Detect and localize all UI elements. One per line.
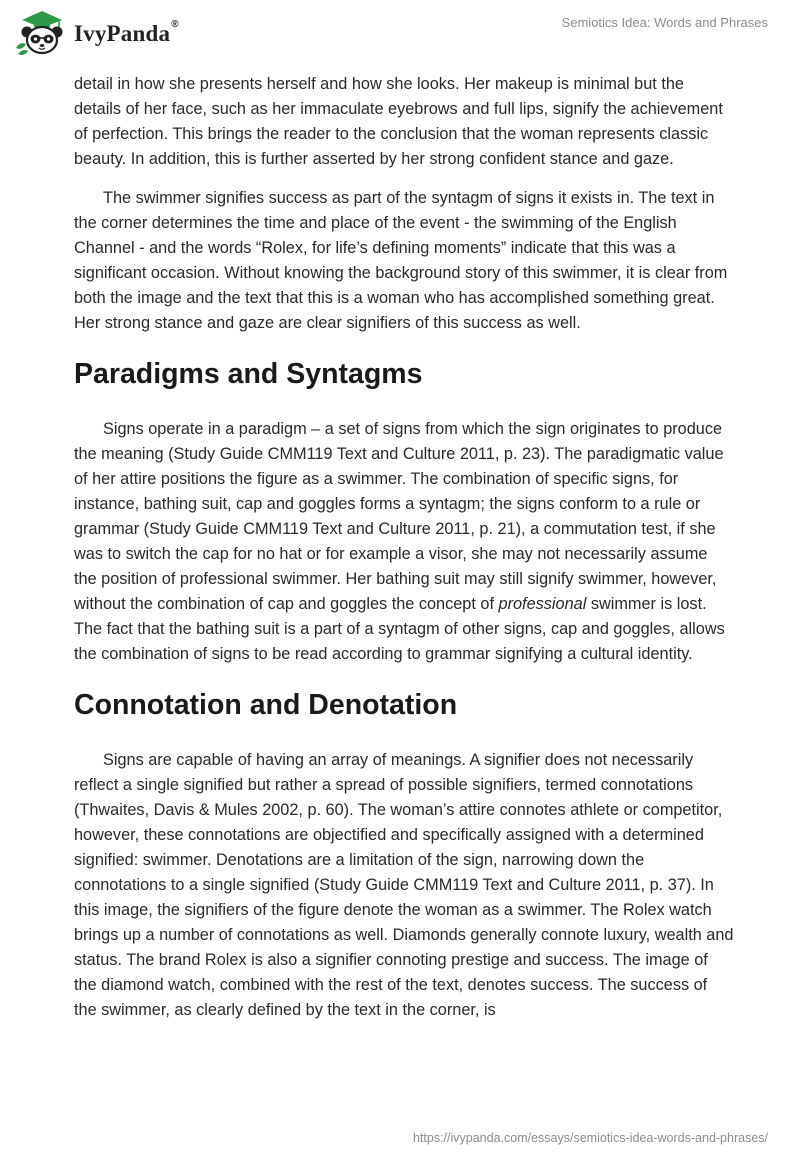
source-url[interactable]: https://ivypanda.com/essays/semiotics-idea-words-and-phrases/	[412, 1131, 768, 1145]
paragraph-swimmer-success: The swimmer signifies success as part of the syntagm of signs it exists in. The text in the corner determines the time and place of the event - the swimming of the English Channel - and the words “Rolex, for life’s defining moments” indicate that this was a significant occasion. Without knowing the background story of this swimmer, it is clear from both the image and the text that this is a woman who has accomplished something great. Her strong stance and gaze are clear signifiers of this success as well.	[74, 189, 728, 332]
section-heading-connotation: Connotation and Denotation	[74, 689, 458, 721]
registered-mark: ®	[171, 19, 179, 30]
paragraph-paradigms-text-a: Signs operate in a paradigm – a set of signs from which the sign originates to produce the meaning (Study Guide CMM119 Text and Culture 2011, p. 23). The paradigmatic value of her attire positions the figure as a swimmer. The combination of specific signs, for instance, bathing suit, cap and goggles forms a syntagm; the signs conform to a rule or grammar (Study Guide CMM119 Text and Culture 2011, p. 21), a commutation test, if she was to switch the cap for no hat or for example a visor, she may not necessarily assume the position of professional swimmer. Her bathing suit may still signify swimmer, however, without the combination of cap and goggles the concept of	[74, 420, 724, 613]
paragraph-continued: detail in how she presents herself and how she looks. Her makeup is minimal but the details of her face, such as her immaculate eyebrows and full lips, signify the achievement of perfection. This brings the reader to the conclusion that the woman represents classic beauty. In addition, this is further asserted by her strong confident stance and gaze.	[74, 75, 723, 168]
paragraph-paradigms	[74, 417, 734, 667]
document-title: Semiotics Idea: Words and Phrases	[561, 15, 768, 30]
page-header	[0, 0, 800, 60]
essay-body	[74, 72, 734, 1037]
emphasis-professional: professional	[498, 595, 587, 613]
logo-wordmark: IvyPanda®	[74, 19, 179, 46]
ivypanda-logo[interactable]	[14, 8, 179, 56]
section-heading-paradigms: Paradigms and Syntagms	[74, 358, 423, 390]
paragraph-connotation: Signs are capable of having an array of meanings. A signifier does not necessarily reflect a single signified but rather a spread of possible signifiers, termed connotations (Thwaites, Davis & Mules 2002, p. 60). The woman’s attire connotes athlete or competitor, however, these connotations are objectified and specifically assigned with a determined signified: swimmer. Denotations are a limitation of the sign, narrowing down the connotations to a single signified (Study Guide CMM119 Text and Culture 2011, p. 37). In this image, the signifiers of the figure denote the woman as a swimmer. The Rolex watch brings up a number of connotations as well. Diamonds generally connote luxury, wealth and status. The brand Rolex is also a signifier connoting prestige and success. The image of the diamond watch, combined with the rest of the text, denotes success. The success of the swimmer, as clearly defined by the text in the corner, is	[74, 751, 734, 1019]
panda-graduate-icon	[14, 8, 70, 56]
paragraph-paradigms-text-b: swimmer is lost. The fact that the bathing suit is a part of a syntagm of other signs, cap and goggles, allows the combination of signs to be read according to grammar signifying a cultural identity.	[74, 595, 725, 663]
